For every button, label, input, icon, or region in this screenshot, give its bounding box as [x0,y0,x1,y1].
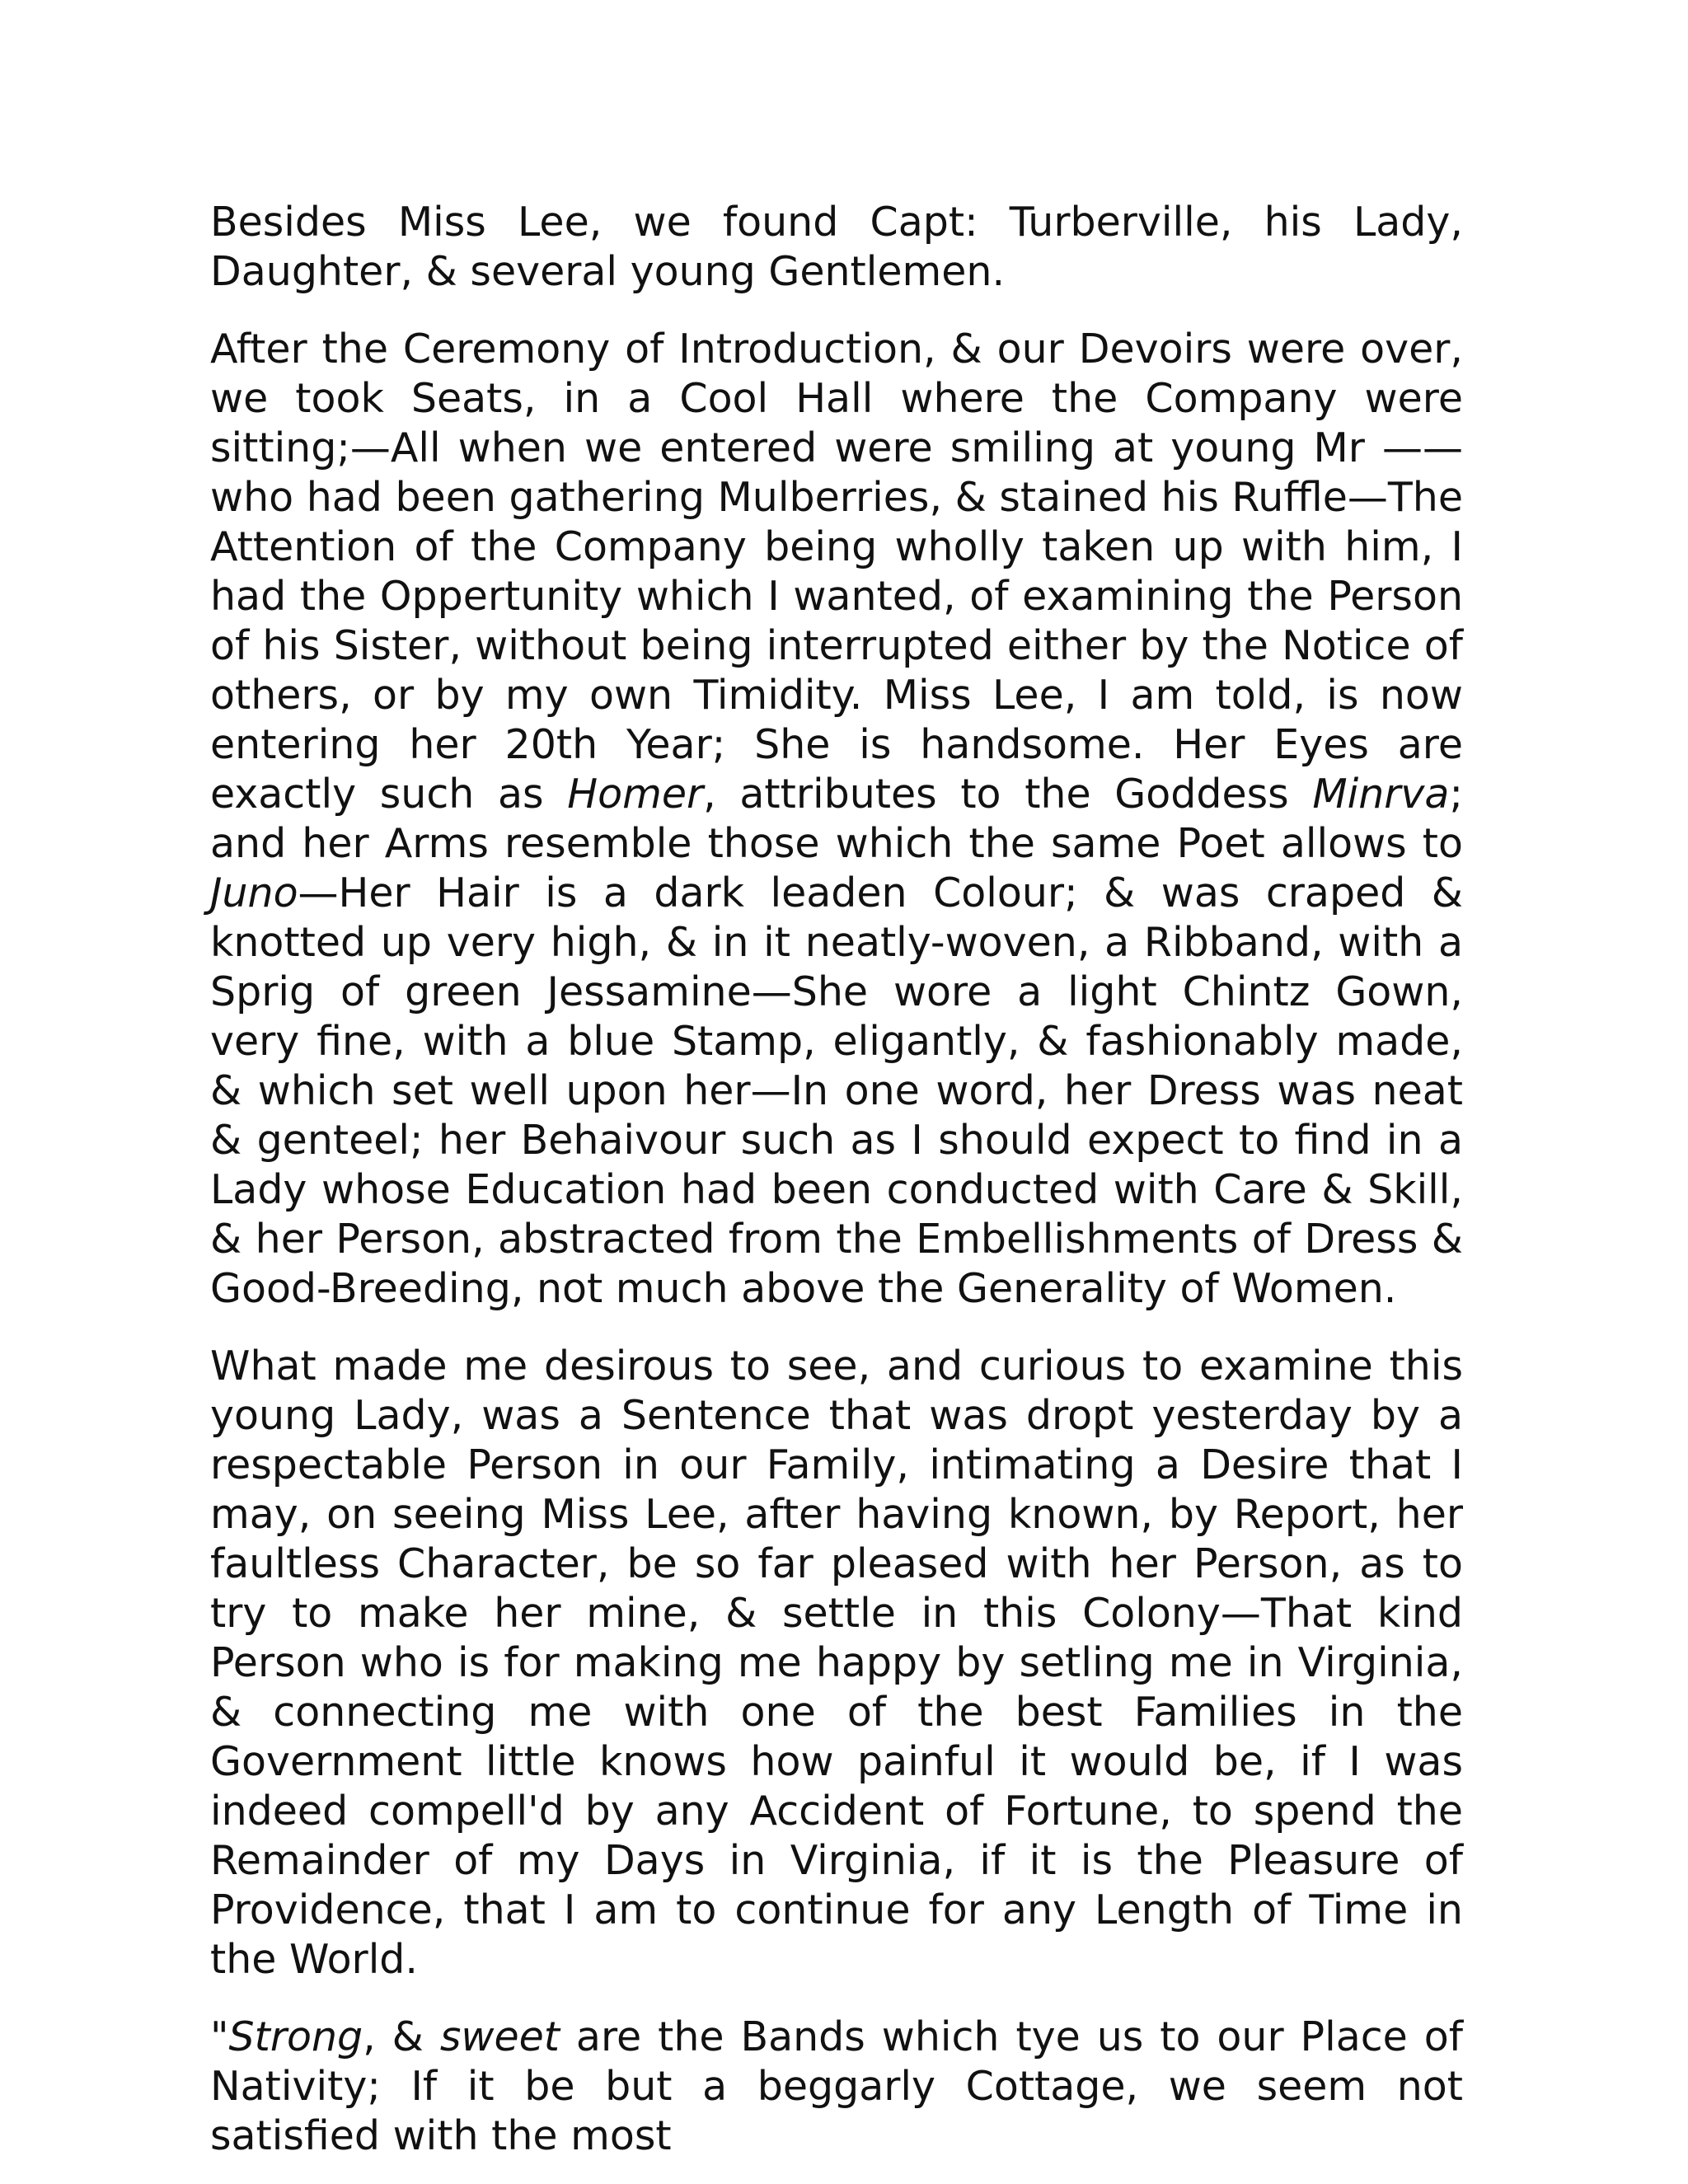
text-run: —Her Hair is a dark leaden Colour; & was craped & knotted up very high, & in it neatly-woven, a Ribband, with a Sprig of green Jessamine—She wore a light Chintz Gown, very fine, with a blue Stamp, eligantly, & fashionably made, & which set well upon her—In one word, her Dress was neat & genteel; her Behaivour such as I should expect to find in a Lady whose Education had been conducted with Care & Skill, & her Person, abstracted from the Embellishments of Dress & Good-Breeding, not much above the Generality of Women. [210,869,1463,1312]
italic-text-run: sweet [439,2013,560,2060]
paragraph [210,198,1463,297]
text-run: ; and her Arms resemble those which the same Poet allows to [210,771,1463,867]
italic-text-run: Minrva [1312,771,1450,818]
document-page [210,198,1463,2161]
text-run: After the Ceremony of Introduction, & our Devoirs were over, we took Seats, in a Cool Hall where the Company were sitting;—All when we entered were smiling at young Mr —— who had been gathering Mulberries, & stained his Ruffle—The Attention of the Company being wholly taken up with him, I had the Oppertunity which I wanted, of examining the Person of his Sister, without being interrupted either by the Notice of others, or by my own Timidity. Miss Lee, I am told, is now entering her 20th Year; She is handsome. Her Eyes are exactly such as [210,326,1463,818]
paragraph [210,2013,1463,2161]
italic-text-run: Strong [228,2013,363,2060]
text-run: " [210,2013,229,2060]
italic-text-run: Homer [567,771,704,818]
text-run: Besides Miss Lee, we found Capt: Turberville, his Lady, Daughter, & several young Gentlemen. [210,199,1463,295]
text-run: are the Bands which tye us to our Place of Nativity; If it be but a beggarly Cottage, we seem not satisfied with the most [210,2013,1463,2159]
italic-text-run: Juno [210,869,298,916]
paragraph [210,1342,1463,1985]
text-run: , & [363,2013,440,2060]
paragraph [210,325,1463,1314]
text-run: What made me desirous to see, and curious to examine this young Lady, was a Sentence that was dropt yesterday by a respectable Person in our Family, intimating a Desire that I may, on seeing Miss Lee, after having known, by Report, her faultless Character, be so far pleased with her Person, as to try to make her mine, & settle in this Colony—That kind Person who is for making me happy by setling me in Virginia, & connecting me with one of the best Families in the Government little knows how painful it would be, if I was indeed compell'd by any Accident of Fortune, to spend the Remainder of my Days in Virginia, if it is the Pleasure of Providence, that I am to continue for any Length of Time in the World. [210,1343,1463,1983]
text-run: , attributes to the Goddess [703,771,1313,818]
